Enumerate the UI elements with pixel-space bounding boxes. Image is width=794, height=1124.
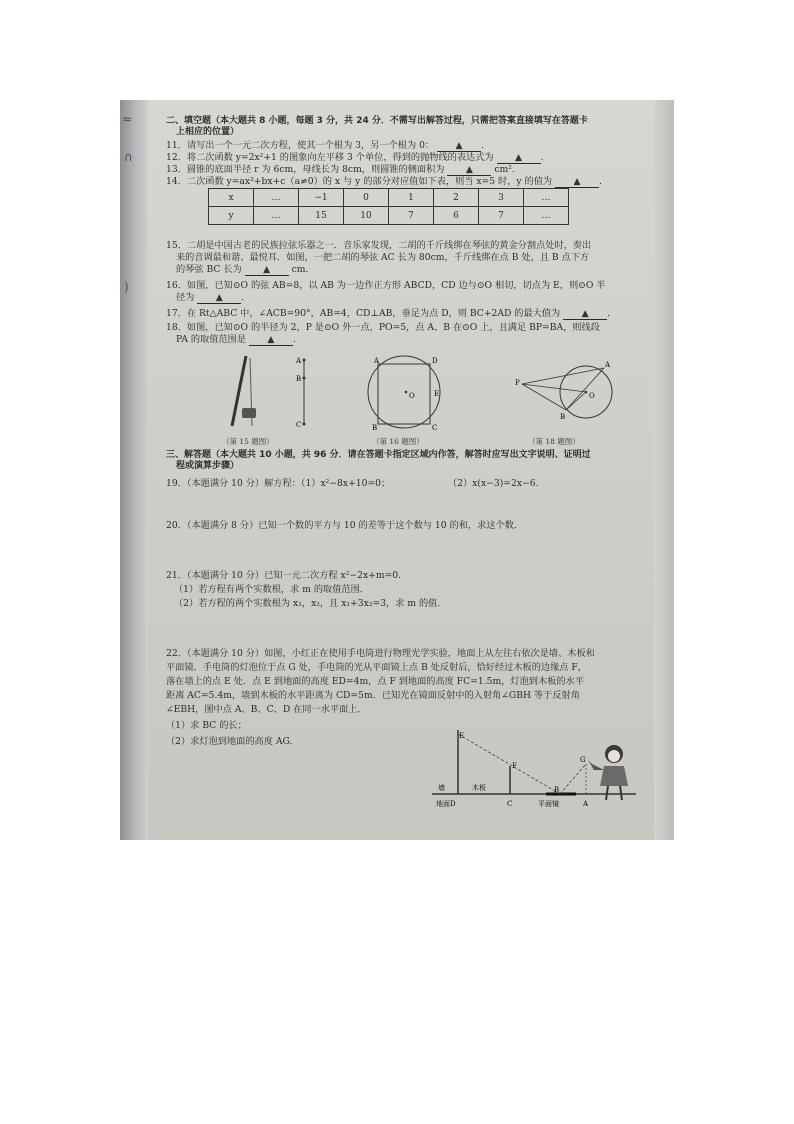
question-16-line2: 径为 ▲ .: [176, 292, 245, 303]
table-cell: 0: [344, 189, 389, 207]
answer-blank-14: ▲: [555, 176, 599, 188]
label-O: O: [589, 392, 595, 400]
handwriting-mark: ∩: [124, 150, 133, 164]
table-cell: 3: [479, 189, 524, 207]
label-A: A: [605, 361, 611, 369]
question-22-line4: 距离 AC=5.4m，墙到木板的水平距离为 CD=5m．已知光在镜面反射中的入射角∠GBH 等于反射角: [166, 690, 580, 701]
question-19-part2: （2）x(x−3)=2x−6.: [448, 478, 539, 489]
question-20: 20．（本题满分 8 分）已知一个数的平方与 10 的差等于这个数与 10 的和，求这个数．: [166, 520, 524, 531]
table-cell: …: [524, 189, 569, 207]
label-B: B: [372, 424, 378, 432]
table-cell: 7: [479, 207, 524, 225]
table-row-x: [209, 189, 569, 207]
label-A: A: [296, 357, 302, 365]
question-22-line5: ∠EBH，图中点 A、B、C、D 在同一水平面上．: [166, 704, 367, 715]
caption-fig15: （第 15 题图）: [222, 437, 274, 446]
question-22-line2: 平面镜．手电筒的灯泡位于点 G 处，手电筒的光从平面镜上点 B 处反射后，恰好经过木板的边缘点 F，: [166, 662, 587, 673]
label-C: C: [507, 800, 513, 808]
question-12: 12．将二次函数 y=2x²+1 的图象向左平移 3 个单位，得到的抛物线的表达式为 ▲ .: [166, 152, 544, 163]
label-mirror: 平面镜: [538, 800, 559, 808]
desk-edge-right: [654, 100, 674, 840]
question-16-line1: 16．如图，已知⊙O 的弦 AB=8，以 AB 为一边作正方形 ABCD，CD 边与⊙O 相切，切点为 E，则⊙O 半: [166, 280, 606, 291]
label-B: B: [296, 375, 302, 383]
question-22-line6: （1）求 BC 的长；: [166, 720, 247, 731]
figure-18-circle-point: [514, 352, 624, 434]
table-cell: 1: [389, 189, 434, 207]
question-21-line1: 21．（本题满分 10 分）已知一元二次方程 x²−2x+m=0.: [166, 570, 402, 581]
question-22-line3: 落在墙上的点 E 处．点 E 到地面的高度 ED=4m，点 F 到地面的高度 FC=1.5m，灯泡到木板的水平: [166, 676, 584, 687]
label-G: G: [580, 756, 586, 764]
label-ground-D: 地面D: [436, 800, 456, 808]
table-cell: 7: [389, 207, 434, 225]
answer-blank-16: ▲: [197, 292, 241, 304]
section2-heading: 二、填空题（本大题共 8 小题，每题 3 分，共 24 分．不需写出解答过程，只需把答案直接填写在答题卡: [166, 116, 588, 126]
exam-photo: [120, 100, 674, 840]
desk-edge-left: [120, 100, 148, 840]
table-cell: …: [524, 207, 569, 225]
label-B: B: [560, 413, 566, 421]
answer-blank-11: ▲: [437, 140, 481, 152]
question-22-line7: （2）求灯泡到地面的高度 AG.: [166, 736, 293, 747]
caption-fig18: （第 18 题图）: [528, 437, 580, 446]
question-15-line3: 的琴弦 BC 长为 ▲ cm.: [176, 264, 309, 275]
handwriting-mark: ≈: [122, 112, 133, 126]
question-18-line1: 18．如图，已知⊙O 的半径为 2，P 是⊙O 外一点，PO=5，点 A、B 在⊙O 上，且满足 BP=BA，则线段: [166, 322, 600, 333]
table-cell: …: [254, 207, 299, 225]
table-cell: 10: [344, 207, 389, 225]
question-14: 14．二次函数 y=ax²+bx+c（a≠0）的 x 与 y 的部分对应值如下表，则当 x=5 时，y 的值为 ▲ .: [166, 176, 602, 187]
label-O: O: [409, 392, 415, 400]
section2-heading-cont: 上相应的位置）: [176, 127, 240, 137]
table-row-y: [209, 207, 569, 225]
table-cell: 2: [434, 189, 479, 207]
table-cell: y: [209, 207, 254, 225]
figure-16-circle-square: [356, 352, 456, 434]
exam-paper: [148, 100, 654, 840]
section3-heading-cont: 程或演算步骤）: [176, 461, 240, 471]
label-A: A: [583, 800, 589, 808]
label-board: 木板: [472, 784, 486, 792]
figure-22-light-reflection: [428, 720, 648, 812]
label-C: C: [296, 421, 302, 429]
table-cell: 6: [434, 207, 479, 225]
table-cell: −1: [299, 189, 344, 207]
label-E: E: [459, 732, 465, 740]
question-19-part1: 19．（本题满分 10 分）解方程：（1）x²−8x+10=0；: [166, 478, 391, 489]
answer-blank-12: ▲: [497, 152, 541, 164]
label-B: B: [554, 786, 560, 794]
question-13: 13．圆锥的底面半径 r 为 6cm，母线长为 8cm，则圆锥的侧面积为 ▲ cm².: [166, 164, 515, 175]
answer-blank-18: ▲: [249, 334, 293, 346]
label-D: D: [432, 357, 438, 365]
handwriting-mark: ): [124, 280, 129, 294]
figure-15-erhu: [206, 352, 316, 432]
table-cell: …: [254, 189, 299, 207]
table-cell: x: [209, 189, 254, 207]
question-11: 11．请写出一个一元二次方程，使其一个根为 3，另一个根为 0： ▲ .: [166, 140, 484, 151]
answer-blank-17: ▲: [563, 308, 607, 320]
label-F: F: [512, 762, 517, 770]
question-21-line3: （2）若方程的两个实数根为 x₁，x₂，且 x₁+3x₂=3，求 m 的值.: [174, 598, 441, 609]
label-C: C: [432, 424, 438, 432]
table-cell: 15: [299, 207, 344, 225]
section3-heading: 三、解答题（本大题共 10 小题，共 96 分．请在答题卡指定区域内作答，解答时应写出文字说明、证明过: [166, 450, 591, 460]
question-17: 17．在 Rt△ABC 中，∠ACB=90°，AB=4，CD⊥AB，垂足为点 D，则 BC+2AD 的最大值为 ▲ .: [166, 308, 611, 319]
question-22-line1: 22．（本题满分 10 分）如图，小红正在使用手电筒进行物理光学实验，地面上从左往右依次是墙、木板和: [166, 648, 595, 659]
answer-blank-13: ▲: [447, 164, 491, 176]
value-table: [208, 188, 569, 225]
answer-blank-15: ▲: [245, 264, 289, 276]
question-21-line2: （1）若方程有两个实数根，求 m 的取值范围．: [174, 584, 369, 595]
label-P: P: [515, 379, 520, 387]
label-E: E: [434, 390, 440, 398]
label-A: A: [374, 357, 380, 365]
caption-fig16: （第 16 题图）: [372, 437, 424, 446]
question-18-line2: PA 的取值范围是 ▲ .: [176, 334, 296, 345]
question-15-line1: 15．二胡是中国古老的民族拉弦乐器之一．音乐家发现，二胡的千斤线绑在琴弦的黄金分割点处时，奏出: [166, 240, 592, 251]
question-15-line2: 来的音调最和谐、最悦耳．如图，一把二胡的琴弦 AC 长为 80cm，千斤线绑在点 B 处，且 B 点下方: [176, 252, 590, 263]
label-wall: 墙: [438, 784, 445, 792]
